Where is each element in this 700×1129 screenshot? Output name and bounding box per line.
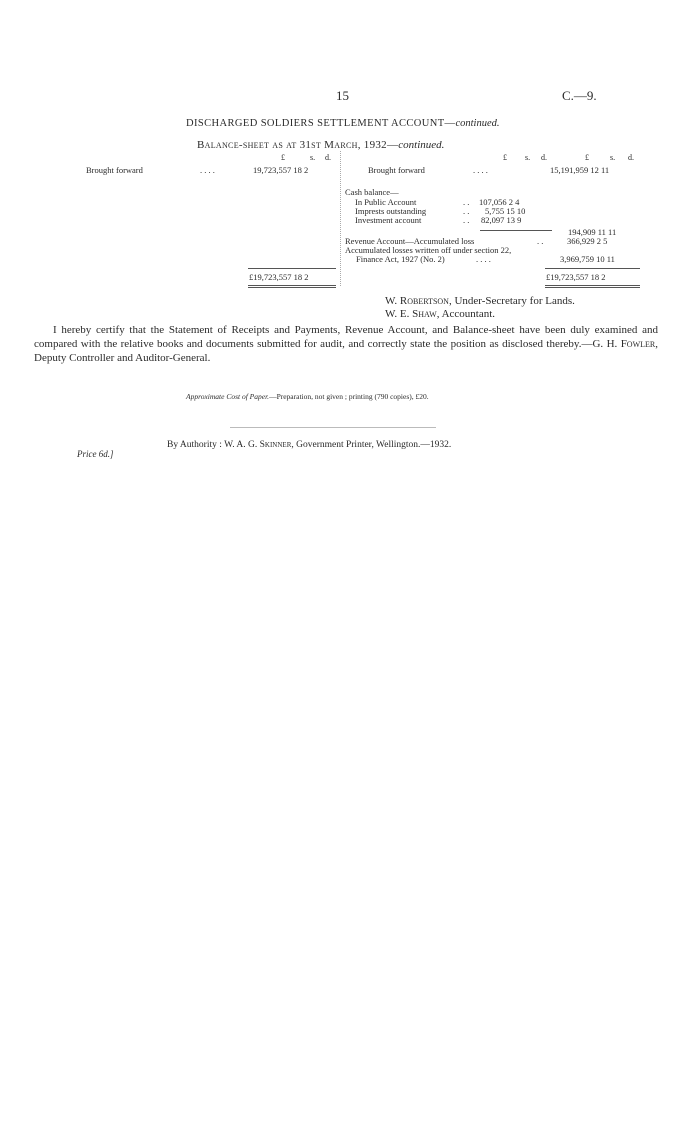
cash-item-label: Imprests outstanding <box>355 206 427 216</box>
cash-item-amount: 107,056 2 4 <box>479 197 520 207</box>
cash-item-dots: . . <box>463 206 470 216</box>
revenue-account-dots: . . <box>537 236 544 246</box>
revenue-account-label: Revenue Account—Accumulated loss <box>345 236 475 246</box>
right-total-amount: £19,723,557 18 2 <box>546 272 606 282</box>
left-brought-forward-amount: 19,723,557 18 2 <box>253 165 309 175</box>
signature-name: Shaw <box>412 308 437 320</box>
losses-amount: 3,969,759 10 11 <box>560 254 615 264</box>
cash-item-label: Investment account <box>355 215 422 225</box>
cost-note-label: Approximate Cost of Paper. <box>186 392 270 401</box>
left-total-amount: £19,723,557 18 2 <box>249 272 309 282</box>
right-brought-forward-amount: 15,191,959 12 11 <box>550 165 610 175</box>
separator-line <box>230 427 436 428</box>
left-col-shillings: s. <box>310 153 316 162</box>
cash-item-amount: 82,097 13 9 <box>481 215 522 225</box>
balance-sheet-month: March <box>324 139 358 151</box>
cash-balance-label: Cash balance— <box>345 187 399 197</box>
authority-name: Skinner <box>259 440 292 450</box>
cash-item-dots: . . <box>463 197 470 207</box>
cash-total-amount: 194,909 11 11 <box>568 227 617 237</box>
signature-accountant <box>385 308 495 320</box>
losses-label-line1: Accumulated losses written off under section 22, <box>345 245 512 255</box>
left-total-double-rule <box>248 285 336 288</box>
right-brought-forward-dots: . . . . <box>473 165 488 175</box>
signature-name: Robertson <box>399 295 449 307</box>
right-col1-pence: d. <box>541 153 547 162</box>
balance-sheet-title <box>197 139 444 151</box>
right-col2-pounds: £ <box>585 153 589 162</box>
left-total-top-rule <box>248 268 336 269</box>
certificate-text: I hereby certify that the Statement of Receipts and Payments, Revenue Account, and Balance-sheet have been duly examined and compared with the relative books and documents submitted for audit, and correctly state the position as disclosed thereby.—G. H. <box>34 324 658 350</box>
cost-note <box>186 392 429 401</box>
page-number: 15 <box>336 88 349 103</box>
account-title <box>186 118 500 129</box>
right-total-double-rule <box>545 285 640 288</box>
authority-suffix: , Government Printer, Wellington.—1932. <box>291 440 452 450</box>
signature-initial: W. E. <box>385 308 413 320</box>
certificate-role: , Deputy Controller and Auditor-General. <box>34 338 658 364</box>
left-brought-forward-dots: . . . . <box>200 165 215 175</box>
certificate-name: Fowler <box>620 338 656 350</box>
authority-prefix: By Authority : W. A. G. <box>167 440 260 450</box>
account-title-continued: continued. <box>455 118 500 129</box>
left-col-pounds: £ <box>281 153 285 162</box>
printer-authority <box>167 440 451 450</box>
left-col-pence: d. <box>325 153 331 162</box>
account-title-text: DISCHARGED SOLDIERS SETTLEMENT ACCOUNT— <box>186 118 456 129</box>
column-divider <box>340 151 341 286</box>
cash-item-label: In Public Account <box>355 197 417 207</box>
left-brought-forward-label: Brought forward <box>86 165 143 175</box>
right-col2-pence: d. <box>628 153 634 162</box>
signature-role: , Under-Secretary for Lands. <box>448 295 575 307</box>
signature-initial: W. <box>385 295 400 307</box>
losses-dots: . . . . <box>476 254 491 264</box>
signature-role: , Accountant. <box>436 308 496 320</box>
price-note: Price 6d.] <box>77 449 114 459</box>
balance-sheet-year: , 1932— <box>357 139 399 151</box>
right-total-top-rule <box>545 268 640 269</box>
losses-label-line2: Finance Act, 1927 (No. 2) <box>356 254 445 264</box>
cash-subtotal-rule <box>480 230 552 231</box>
balance-sheet-prefix: Balance-sheet as at 31st <box>197 139 325 151</box>
document-reference: C.—9. <box>562 88 597 103</box>
audit-certificate <box>34 323 658 365</box>
revenue-account-amount: 366,929 2 5 <box>567 236 608 246</box>
right-col1-pounds: £ <box>503 153 507 162</box>
cash-item-dots: . . <box>463 215 470 225</box>
balance-sheet-continued: continued. <box>398 139 445 151</box>
cost-note-text: —Preparation, not given ; printing (790 copies), £20. <box>269 392 429 401</box>
right-col2-shillings: s. <box>610 153 616 162</box>
right-brought-forward-label: Brought forward <box>368 165 425 175</box>
cash-item-amount: 5,755 15 10 <box>485 206 526 216</box>
signature-under-secretary <box>385 295 575 307</box>
right-col1-shillings: s. <box>525 153 531 162</box>
